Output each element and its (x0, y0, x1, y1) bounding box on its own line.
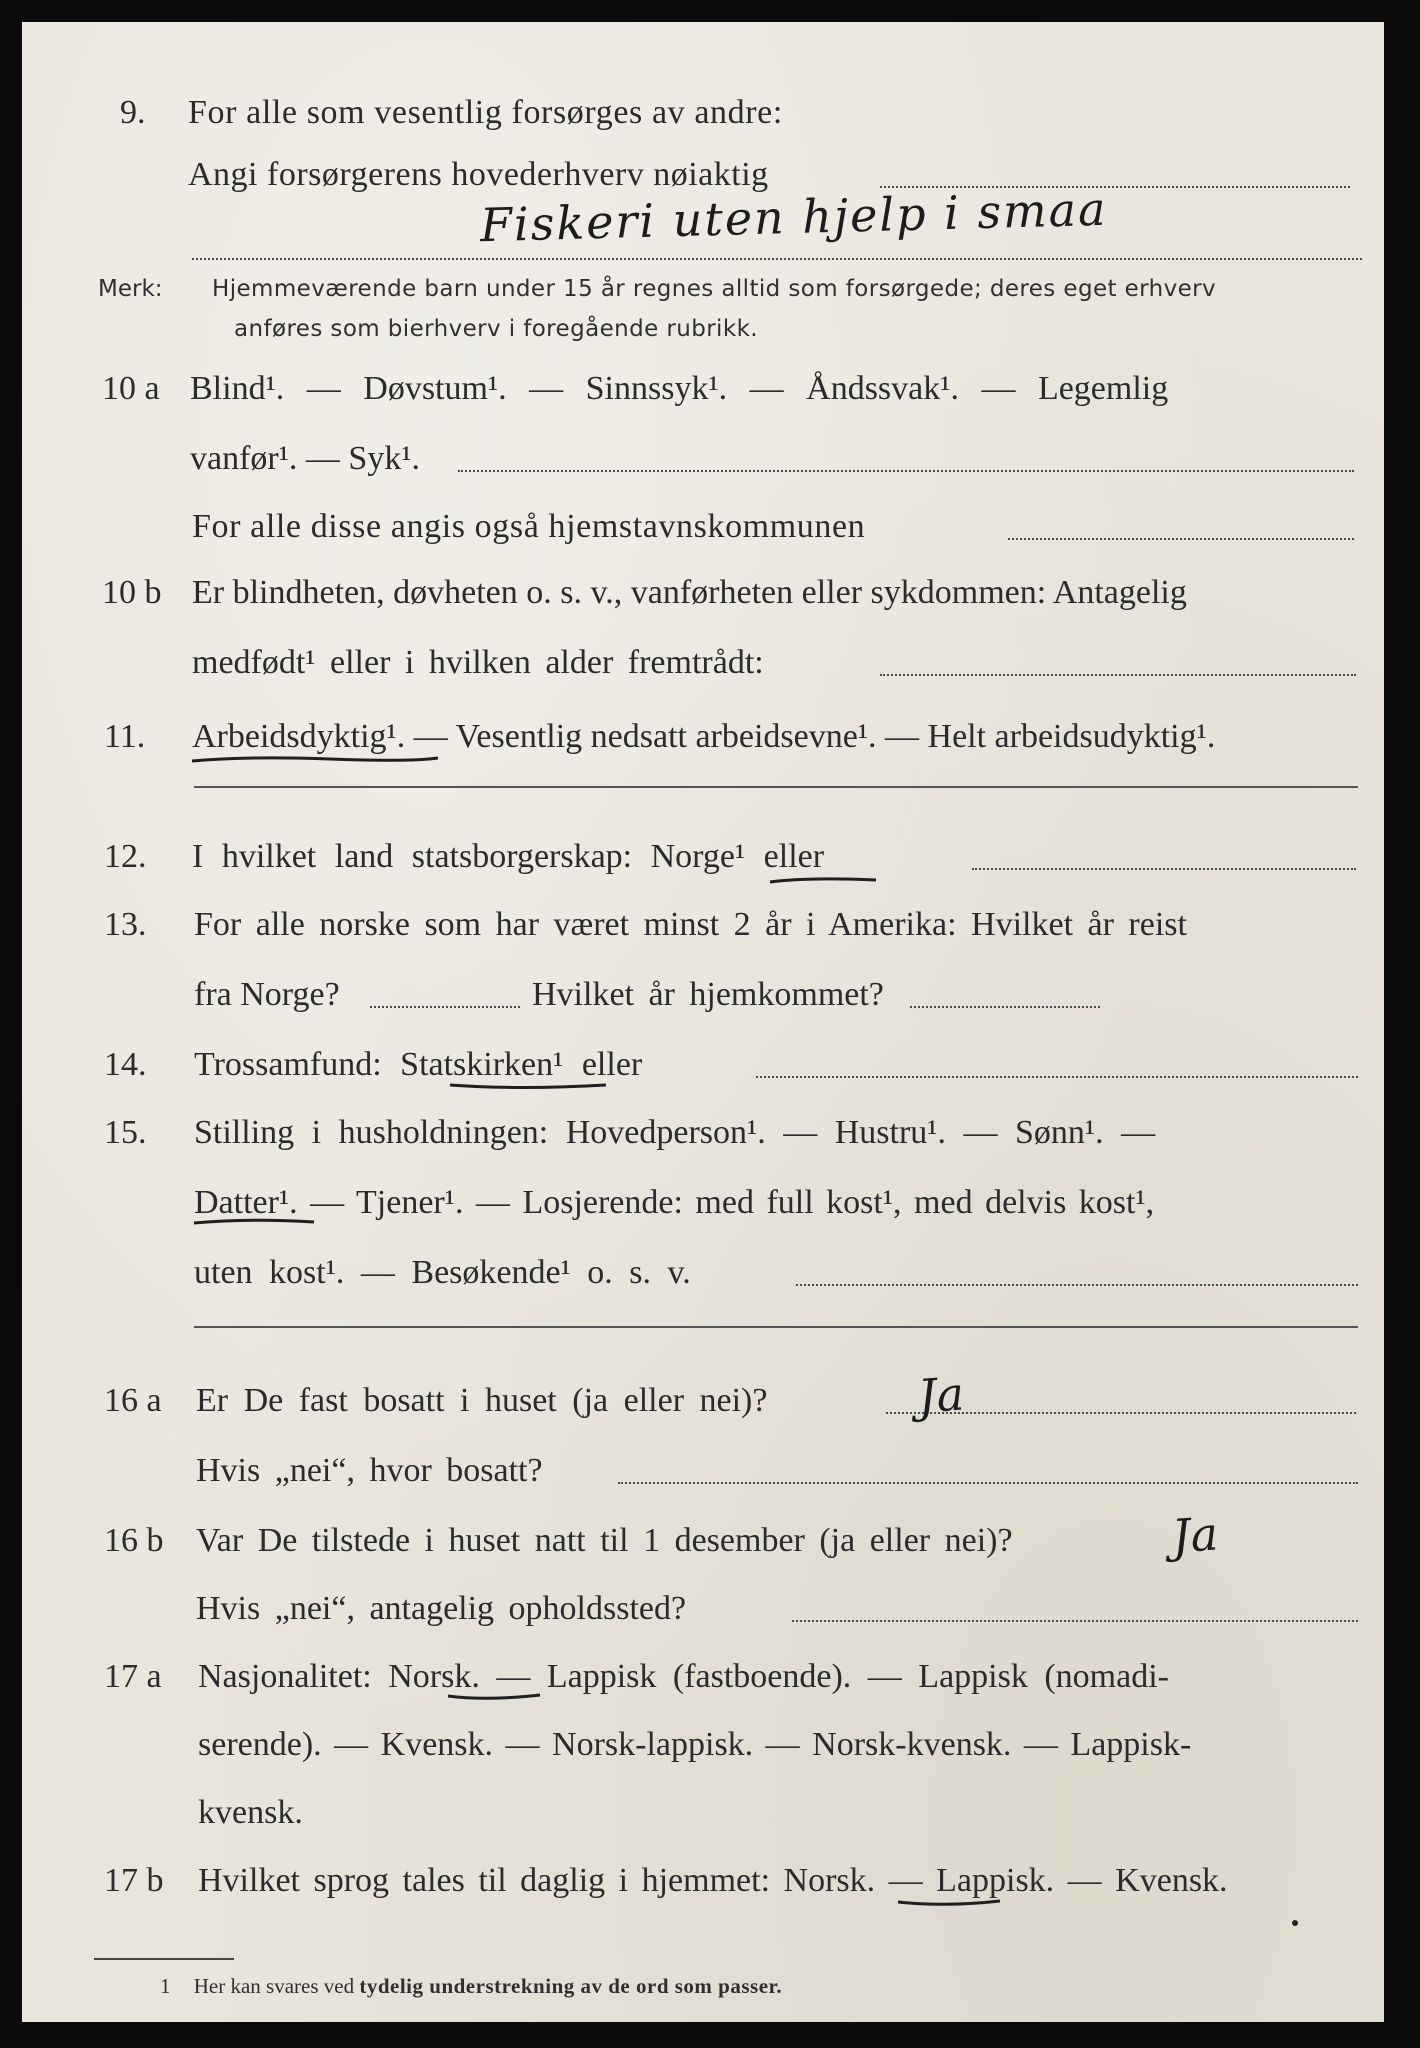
q12-dotted-line (972, 868, 1356, 870)
footnote (160, 1974, 782, 1999)
q10a-line-1 (22, 358, 1384, 418)
q16b-handwritten-answer: Ja (1170, 1506, 1220, 1564)
q15-text-3: uten kost¹. — Besøkende¹ o. s. v. (194, 1254, 691, 1291)
q14-number: 14. (104, 1046, 147, 1083)
q16b-line-2 (22, 1578, 1384, 1638)
q17a-number: 17 a (104, 1658, 162, 1695)
q15-line-1 (22, 1102, 1384, 1162)
q12-text-1: I hvilket land statsborgerskap: Norge¹ eller (192, 838, 825, 875)
q13-line-1 (22, 894, 1384, 954)
q16b-number: 16 b (104, 1522, 164, 1559)
q12-line-1 (22, 826, 1384, 886)
q10b-text-1: Er blindheten, døvheten o. s. v., vanførheten eller sykdommen: Antagelig (192, 574, 1187, 611)
q16b-text-2: Hvis „nei“, antagelig opholdssted? (196, 1590, 687, 1627)
q13-number: 13. (104, 906, 147, 943)
q10a-text-1: Blind¹. — Døvstum¹. — Sinnssyk¹. — Åndssvak¹. — Legemlig (190, 370, 1169, 407)
q17a-line-2 (22, 1714, 1384, 1774)
q13-text-2b: Hvilket år hjemkommet? (532, 976, 884, 1013)
merk-text-2: anføres som bierhverv i foregående rubrikk. (234, 316, 758, 342)
q17b-number: 17 b (104, 1862, 164, 1899)
ink-speck (1292, 1920, 1298, 1926)
q16a-text-2: Hvis „nei“, hvor bosatt? (196, 1452, 543, 1489)
q11-underline-arbeidsdyktig (190, 752, 440, 762)
q16a-text-1: Er De fast bosatt i huset (ja eller nei)? (196, 1382, 768, 1419)
footnote-mark: 1 (160, 1974, 171, 1998)
q11-answer-line (194, 786, 1358, 788)
q10b-text-2: medfødt¹ eller i hvilken alder fremtrådt: (192, 644, 764, 681)
q10a-dotted-line-2 (1008, 538, 1354, 540)
q12-underline-norge (768, 874, 878, 884)
q15-text-2: Datter¹. — Tjener¹. — Losjerende: med full kost¹, med delvis kost¹, (194, 1184, 1155, 1221)
q10a-dotted-line (458, 470, 1354, 472)
q16a-number: 16 a (104, 1382, 162, 1419)
footnote-bold-text: tydelig understrekning av de ord som passer. (359, 1974, 783, 1998)
census-form-page (22, 22, 1384, 2022)
q14-line-1 (22, 1034, 1384, 1094)
q13-dotted-line-hjemkommet (910, 1006, 1100, 1008)
q10a-line-3 (22, 496, 1384, 556)
q16b-dotted-line (792, 1620, 1358, 1622)
q9-text-1: For alle som vesentlig forsørges av andre: (188, 94, 783, 131)
q16a-dotted-line-2 (618, 1482, 1358, 1484)
q16b-text-1: Var De tilstede i huset natt til 1 desember (ja eller nei)? (196, 1522, 1013, 1559)
q11-text-1: Arbeidsdyktig¹. — Vesentlig nedsatt arbeidsevne¹. — Helt arbeidsudyktig¹. (192, 718, 1216, 755)
footnote-text: Her kan svares ved (193, 1974, 355, 1998)
q10b-number: 10 b (102, 574, 162, 611)
q10b-line-2 (22, 632, 1384, 692)
q17a-text-1: Nasjonalitet: Norsk. — Lappisk (fastboende). — Lappisk (nomadi- (198, 1658, 1169, 1695)
footnote-rule (94, 1958, 234, 1960)
q11-number: 11. (104, 718, 146, 755)
merk-label: Merk: (98, 276, 163, 302)
q10b-dotted-line (880, 674, 1356, 676)
q16a-handwritten-answer: Ja (916, 1366, 966, 1424)
q9-line-1 (22, 82, 1384, 142)
q16a-line-1 (22, 1370, 1384, 1430)
q15-answer-line (194, 1326, 1358, 1328)
q15-number: 15. (104, 1114, 147, 1151)
q9-handwritten-answer: Fiskeri uten hjelp i smaa (479, 181, 1109, 253)
q14-dotted-line (756, 1076, 1358, 1078)
q10a-text-3: For alle disse angis også hjemstavnskommunen (192, 508, 866, 545)
q15-text-1: Stilling i husholdningen: Hovedperson¹. — Hustru¹. — Sønn¹. — (194, 1114, 1156, 1151)
q17a-line-3 (22, 1782, 1384, 1842)
q13-dotted-line-reist (370, 1006, 520, 1008)
q13-line-2 (22, 964, 1384, 1024)
q14-text-1: Trossamfund: Statskirken¹ eller (194, 1046, 643, 1083)
q10a-line-2 (22, 428, 1384, 488)
q10a-text-2: vanfør¹. — Syk¹. (190, 440, 421, 477)
q14-underline-statskirken (448, 1080, 608, 1090)
q17b-line-1 (22, 1850, 1384, 1910)
q10a-number: 10 a (102, 370, 160, 407)
q15-underline-datter (192, 1216, 316, 1226)
q13-text-1: For alle norske som har været minst 2 år i Amerika: Hvilket år reist (194, 906, 1187, 943)
q9-number: 9. (120, 94, 146, 131)
q10b-line-1 (22, 562, 1384, 622)
q15-line-3 (22, 1242, 1384, 1302)
q17a-line-1 (22, 1646, 1384, 1706)
q17a-underline-norsk (446, 1690, 542, 1700)
q17b-text-1: Hvilket sprog tales til daglig i hjemmet: Norsk. — Lappisk. — Kvensk. (198, 1862, 1228, 1899)
q9-answer-line-2 (192, 258, 1362, 260)
q12-number: 12. (104, 838, 147, 875)
q17a-text-2: serende). — Kvensk. — Norsk-lappisk. — Norsk-kvensk. — Lappisk- (198, 1726, 1192, 1763)
q13-text-2a: fra Norge? (194, 976, 340, 1013)
q17b-underline-norsk (896, 1896, 1002, 1906)
merk-text-1: Hjemmeværende barn under 15 år regnes alltid som forsørgede; deres eget erhverv (212, 276, 1217, 302)
q9-text-2: Angi forsørgerens hovederhverv nøiaktig (188, 156, 769, 193)
q16a-line-2 (22, 1440, 1384, 1500)
q17a-text-3: kvensk. (198, 1794, 303, 1831)
q15-dotted-line (796, 1284, 1358, 1286)
